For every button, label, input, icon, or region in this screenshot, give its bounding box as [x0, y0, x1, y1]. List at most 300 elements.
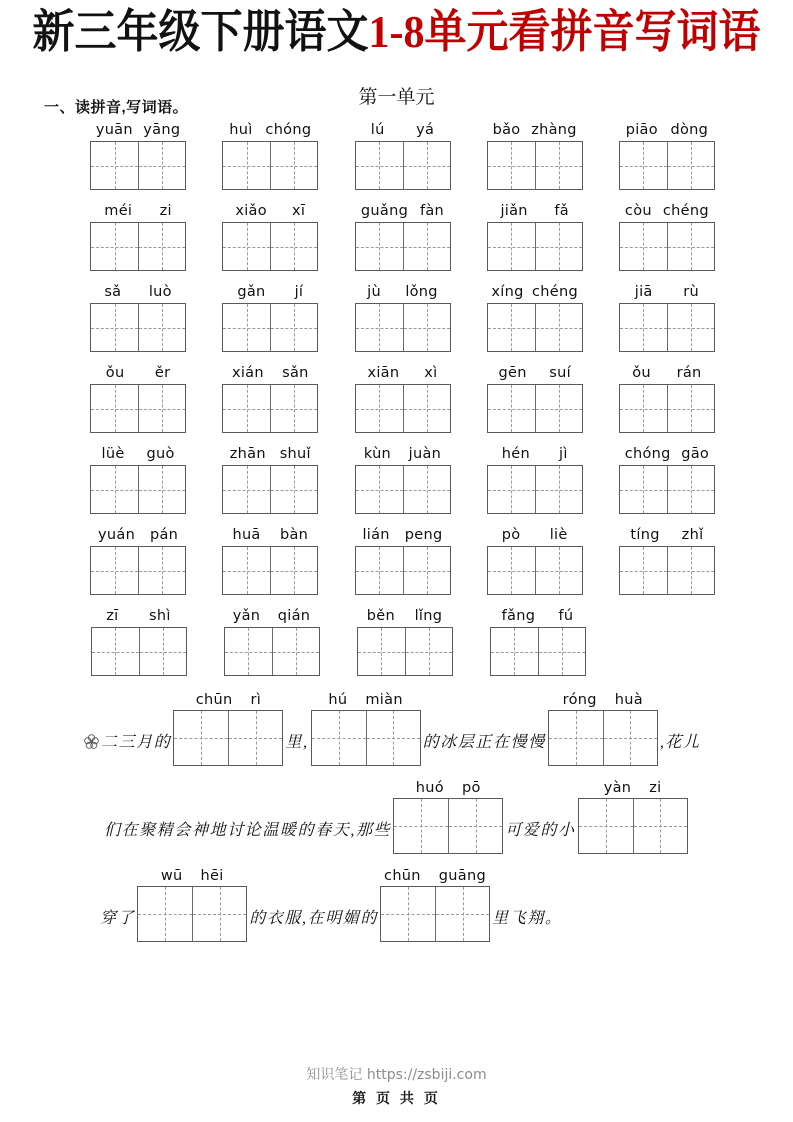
tianzige-cell[interactable] — [667, 304, 714, 351]
pinyin-hint — [196, 692, 261, 708]
word-item — [336, 446, 468, 514]
pinyin-hint — [487, 203, 582, 219]
pinyin-hint — [416, 780, 481, 796]
word-row — [72, 203, 733, 271]
word-item — [204, 365, 336, 433]
pinyin-syllable-2: sǎn — [282, 365, 309, 382]
tianzige-cell[interactable] — [620, 466, 667, 513]
tianzige-cell[interactable] — [270, 466, 317, 513]
pinyin-syllable-2: zhàng — [531, 122, 577, 139]
pinyin-syllable-1: jù — [367, 284, 381, 301]
pinyin-hint — [223, 365, 318, 381]
tianzige-cell[interactable] — [223, 223, 270, 270]
tianzige-cell[interactable] — [138, 887, 192, 941]
pinyin-hint — [355, 284, 450, 300]
tianzige-cell[interactable] — [312, 711, 366, 765]
word-row — [72, 608, 733, 676]
tianzige-cell[interactable] — [403, 304, 450, 351]
answer-blank[interactable] — [311, 692, 421, 766]
tianzige-box[interactable] — [487, 465, 583, 514]
pinyin-hint — [91, 122, 186, 138]
tianzige-cell[interactable] — [356, 304, 403, 351]
pinyin-syllable-1: méi — [104, 203, 133, 220]
tianzige-box[interactable] — [578, 798, 688, 854]
tianzige-cell[interactable] — [138, 223, 185, 270]
pinyin-syllable-1: róng — [562, 692, 597, 709]
tianzige-box[interactable] — [90, 303, 186, 352]
word-item — [336, 284, 468, 352]
tianzige-cell[interactable] — [620, 547, 667, 594]
pinyin-syllable-1: gǎn — [237, 284, 266, 301]
pinyin-syllable-1: hú — [328, 692, 348, 709]
tianzige-box[interactable] — [355, 303, 451, 352]
pinyin-syllable-1: xián — [231, 365, 264, 382]
tianzige-cell[interactable] — [667, 466, 714, 513]
word-item — [72, 365, 204, 433]
tianzige-cell[interactable] — [138, 304, 185, 351]
word-item — [338, 608, 471, 676]
tianzige-box[interactable] — [619, 222, 715, 271]
pinyin-syllable-2: pō — [461, 780, 481, 797]
pinyin-hint — [487, 446, 582, 462]
pinyin-hint — [619, 284, 714, 300]
pinyin-hint — [619, 203, 714, 219]
site-watermark: 知识笔记 https://zsbiji.com — [306, 1067, 487, 1083]
pinyin-syllable-1: fǎng — [501, 608, 536, 625]
tianzige-cell[interactable] — [358, 628, 405, 675]
pinyin-syllable-1: huā — [232, 527, 261, 544]
pinyin-syllable-2: jì — [559, 446, 568, 463]
pinyin-syllable-1: yuán — [98, 527, 136, 544]
tianzige-cell[interactable] — [91, 466, 138, 513]
pinyin-hint — [355, 365, 450, 381]
pinyin-hint — [604, 780, 662, 796]
section-head — [0, 82, 793, 116]
tianzige-cell[interactable] — [579, 799, 633, 853]
tianzige-box[interactable] — [355, 384, 451, 433]
tianzige-cell[interactable] — [535, 385, 582, 432]
pinyin-syllable-2: lǐng — [414, 608, 443, 625]
tianzige-cell[interactable] — [488, 466, 535, 513]
tianzige-box[interactable] — [222, 384, 318, 433]
pinyin-syllable-2: luò — [148, 284, 172, 301]
tianzige-cell[interactable] — [403, 547, 450, 594]
pinyin-hint — [355, 446, 450, 462]
pinyin-syllable-1: lián — [362, 527, 390, 544]
pinyin-syllable-1: lú — [370, 122, 385, 139]
sentence-text-a: 穿了 — [100, 910, 136, 928]
tianzige-cell[interactable] — [488, 223, 535, 270]
tianzige-cell[interactable] — [139, 628, 186, 675]
tianzige-cell[interactable] — [138, 385, 185, 432]
tianzige-cell[interactable] — [620, 142, 667, 189]
pinyin-syllable-2: fàn — [419, 203, 445, 220]
pinyin-syllable-2: rì — [250, 692, 262, 709]
tianzige-box[interactable] — [619, 303, 715, 352]
pinyin-syllable-2: peng — [404, 527, 443, 544]
tianzige-cell[interactable] — [435, 887, 489, 941]
word-item — [72, 203, 204, 271]
tianzige-cell[interactable] — [667, 385, 714, 432]
word-item — [601, 284, 733, 352]
pinyin-hint — [328, 692, 402, 708]
tianzige-cell[interactable] — [270, 304, 317, 351]
tianzige-box[interactable] — [90, 384, 186, 433]
sentence-text-a: 二三月的 — [101, 734, 172, 752]
pinyin-hint — [223, 527, 318, 543]
pinyin-hint — [355, 122, 450, 138]
tianzige-box[interactable] — [487, 222, 583, 271]
pinyin-syllable-1: běn — [366, 608, 395, 625]
sentence-text-c: 的冰层正在慢慢 — [422, 734, 546, 752]
sentence-line-3 — [40, 868, 753, 942]
word-item — [204, 527, 336, 595]
pinyin-syllable-1: sǎ — [104, 284, 122, 301]
word-row — [72, 284, 733, 352]
tianzige-cell[interactable] — [620, 385, 667, 432]
tianzige-cell[interactable] — [223, 547, 270, 594]
tianzige-box[interactable] — [355, 465, 451, 514]
tianzige-cell[interactable] — [356, 142, 403, 189]
tianzige-cell[interactable] — [270, 223, 317, 270]
word-item — [204, 284, 336, 352]
word-item — [204, 203, 336, 271]
pinyin-syllable-2: zhǐ — [681, 527, 704, 544]
pinyin-syllable-2: zi — [649, 780, 662, 797]
tianzige-box[interactable] — [357, 627, 453, 676]
tianzige-cell[interactable] — [272, 628, 319, 675]
pinyin-syllable-1: kùn — [363, 446, 392, 463]
tianzige-cell[interactable] — [488, 142, 535, 189]
pinyin-syllable-2: huà — [614, 692, 643, 709]
pinyin-hint — [91, 203, 186, 219]
tianzige-cell[interactable] — [535, 142, 582, 189]
pinyin-syllable-2: yāng — [143, 122, 181, 139]
pinyin-syllable-1: bǎo — [492, 122, 521, 139]
tianzige-cell[interactable] — [138, 142, 185, 189]
pinyin-syllable-2: qián — [277, 608, 311, 625]
page-title-black-part: 新三年级下册语文 — [32, 8, 369, 58]
tianzige-cell[interactable] — [535, 547, 582, 594]
pinyin-hint — [619, 527, 714, 543]
tianzige-cell[interactable] — [403, 466, 450, 513]
word-item — [601, 527, 733, 595]
pinyin-syllable-2: yá — [416, 122, 435, 139]
pinyin-syllable-2: suí — [549, 365, 571, 382]
pinyin-syllable-1: chūn — [384, 868, 421, 885]
pinyin-syllable-1: yuān — [95, 122, 133, 139]
word-item — [601, 203, 733, 271]
tianzige-cell[interactable] — [403, 385, 450, 432]
word-item — [72, 122, 204, 190]
pinyin-hint — [91, 446, 186, 462]
tianzige-box[interactable] — [355, 546, 451, 595]
tianzige-box[interactable] — [91, 627, 187, 676]
tianzige-cell[interactable] — [667, 142, 714, 189]
tianzige-box[interactable] — [487, 141, 583, 190]
word-item — [205, 608, 338, 676]
tianzige-cell[interactable] — [535, 304, 582, 351]
word-item — [336, 365, 468, 433]
word-item — [469, 122, 601, 190]
sentence-text — [84, 729, 171, 766]
tianzige-cell[interactable] — [223, 304, 270, 351]
pinyin-syllable-2: xī — [292, 203, 306, 220]
tianzige-cell[interactable] — [228, 711, 282, 765]
word-item — [469, 527, 601, 595]
tianzige-cell[interactable] — [225, 628, 272, 675]
tianzige-cell[interactable] — [91, 142, 138, 189]
tianzige-cell[interactable] — [270, 547, 317, 594]
pinyin-syllable-1: chóng — [624, 446, 671, 463]
word-item — [469, 446, 601, 514]
tianzige-cell[interactable] — [91, 385, 138, 432]
pinyin-syllable-1: jiā — [634, 284, 653, 301]
pinyin-syllable-2: bàn — [279, 527, 309, 544]
answer-blank[interactable] — [137, 868, 247, 942]
page-indicator: 第 页 共 页 — [352, 1090, 441, 1106]
tianzige-box[interactable] — [487, 546, 583, 595]
tianzige-cell[interactable] — [223, 466, 270, 513]
tianzige-box[interactable] — [222, 141, 318, 190]
sentence-text-a: 们在聚精会神地讨论温暖的春天,那些 — [104, 822, 392, 840]
tianzige-cell[interactable] — [620, 223, 667, 270]
tianzige-box[interactable] — [224, 627, 320, 676]
pinyin-syllable-2: guāng — [438, 868, 486, 885]
tianzige-cell[interactable] — [535, 223, 582, 270]
tianzige-cell[interactable] — [603, 711, 657, 765]
pinyin-hint — [487, 527, 582, 543]
tianzige-box[interactable] — [137, 886, 247, 942]
tianzige-cell[interactable] — [488, 385, 535, 432]
tianzige-cell[interactable] — [192, 887, 246, 941]
tianzige-cell[interactable] — [394, 799, 448, 853]
tianzige-cell[interactable] — [270, 385, 317, 432]
tianzige-cell[interactable] — [633, 799, 687, 853]
answer-blank[interactable] — [548, 692, 658, 766]
pinyin-syllable-1: pò — [501, 527, 521, 544]
pinyin-syllable-2: chéng — [532, 284, 578, 301]
tianzige-cell[interactable] — [535, 466, 582, 513]
pinyin-syllable-1: xiān — [367, 365, 400, 382]
tianzige-box[interactable] — [173, 710, 283, 766]
tianzige-box[interactable] — [90, 222, 186, 271]
pinyin-syllable-2: lǒng — [405, 284, 438, 301]
pinyin-syllable-1: huó — [415, 780, 444, 797]
tianzige-cell[interactable] — [549, 711, 603, 765]
word-grid-area — [0, 122, 793, 676]
pinyin-syllable-2: zi — [159, 203, 172, 220]
tianzige-box[interactable] — [487, 384, 583, 433]
tianzige-box[interactable] — [222, 303, 318, 352]
answer-blank[interactable] — [173, 692, 283, 766]
pinyin-syllable-2: pán — [149, 527, 179, 544]
tianzige-cell[interactable] — [403, 142, 450, 189]
pinyin-syllable-2: gāo — [681, 446, 710, 463]
pinyin-syllable-2: miàn — [365, 692, 403, 709]
word-item — [336, 122, 468, 190]
pinyin-syllable-1: yǎn — [232, 608, 261, 625]
tianzige-box[interactable] — [90, 465, 186, 514]
pinyin-syllable-1: tíng — [630, 527, 660, 544]
word-row — [72, 122, 733, 190]
pinyin-syllable-2: fǎ — [554, 203, 569, 220]
tianzige-box[interactable] — [222, 546, 318, 595]
sentence-text-b: 里, — [285, 734, 309, 752]
tianzige-cell[interactable] — [92, 628, 139, 675]
tianzige-cell[interactable] — [138, 466, 185, 513]
unit-title: 第一单元 — [358, 87, 435, 109]
tianzige-cell[interactable] — [91, 547, 138, 594]
tianzige-cell[interactable] — [223, 385, 270, 432]
exercise-instruction: 一、读拼音,写词语。 — [44, 99, 189, 117]
pinyin-syllable-1: zī — [106, 608, 119, 625]
tianzige-box[interactable] — [393, 798, 503, 854]
pinyin-syllable-1: jiǎn — [500, 203, 528, 220]
pinyin-hint — [355, 203, 450, 219]
sentence-text-c: 里飞翔。 — [492, 910, 563, 928]
pinyin-syllable-2: fú — [558, 608, 574, 625]
sentence-line-1 — [40, 692, 753, 766]
word-item — [601, 446, 733, 514]
sentence-line-2 — [40, 780, 753, 854]
pinyin-syllable-1: ǒu — [632, 365, 651, 382]
sentence-fill-area — [0, 692, 793, 942]
tianzige-cell[interactable] — [381, 887, 435, 941]
tianzige-cell[interactable] — [405, 628, 452, 675]
word-row — [72, 446, 733, 514]
pinyin-hint — [91, 365, 186, 381]
pinyin-hint — [91, 284, 186, 300]
pinyin-syllable-1: còu — [624, 203, 652, 220]
tianzige-box[interactable] — [619, 465, 715, 514]
pinyin-syllable-2: juàn — [408, 446, 442, 463]
word-item — [204, 122, 336, 190]
pinyin-hint — [619, 365, 714, 381]
pinyin-syllable-2: dòng — [670, 122, 709, 139]
sentence-text-b: 的衣服,在明媚的 — [249, 910, 379, 928]
pinyin-hint — [223, 203, 318, 219]
sentence-text-d: ,花儿 — [659, 734, 701, 752]
tianzige-cell[interactable] — [403, 223, 450, 270]
tianzige-cell[interactable] — [138, 547, 185, 594]
pinyin-syllable-1: huì — [229, 122, 253, 139]
tianzige-cell[interactable] — [620, 304, 667, 351]
tianzige-cell[interactable] — [667, 547, 714, 594]
tianzige-cell[interactable] — [667, 223, 714, 270]
tianzige-cell[interactable] — [491, 628, 538, 675]
word-item — [601, 122, 733, 190]
tianzige-box[interactable] — [619, 546, 715, 595]
page-title — [0, 0, 793, 56]
pinyin-hint — [384, 868, 486, 884]
tianzige-cell[interactable] — [356, 223, 403, 270]
pinyin-syllable-2: xì — [424, 365, 438, 382]
tianzige-cell[interactable] — [488, 304, 535, 351]
word-item — [601, 365, 733, 433]
tianzige-cell[interactable] — [538, 628, 585, 675]
pinyin-syllable-2: rù — [683, 284, 700, 301]
tianzige-box[interactable] — [355, 141, 451, 190]
pinyin-syllable-2: chéng — [662, 203, 709, 220]
word-item — [469, 203, 601, 271]
pinyin-hint — [619, 446, 714, 462]
pinyin-syllable-2: liè — [549, 527, 568, 544]
pinyin-syllable-1: xiǎo — [235, 203, 267, 220]
tianzige-cell[interactable] — [91, 304, 138, 351]
tianzige-box[interactable] — [490, 627, 586, 676]
word-item — [469, 284, 601, 352]
pinyin-hint — [487, 122, 582, 138]
tianzige-cell[interactable] — [356, 385, 403, 432]
pinyin-syllable-1: ǒu — [105, 365, 125, 382]
tianzige-box[interactable] — [222, 222, 318, 271]
answer-blank[interactable] — [393, 780, 503, 854]
tianzige-box[interactable] — [355, 222, 451, 271]
tianzige-box[interactable] — [487, 303, 583, 352]
pinyin-syllable-1: wū — [160, 868, 183, 885]
tianzige-box[interactable] — [380, 886, 490, 942]
tianzige-box[interactable] — [311, 710, 421, 766]
pinyin-syllable-1: guǎng — [360, 203, 409, 220]
pinyin-hint — [161, 868, 224, 884]
page-title-red-part: 1-8单元看拼音写词语 — [368, 8, 761, 58]
tianzige-cell[interactable] — [270, 142, 317, 189]
word-item — [72, 284, 204, 352]
tianzige-cell[interactable] — [356, 466, 403, 513]
answer-blank[interactable] — [578, 780, 688, 854]
word-item — [469, 365, 601, 433]
pinyin-syllable-2: jí — [294, 284, 304, 301]
tianzige-box[interactable] — [90, 141, 186, 190]
pinyin-syllable-1: piāo — [625, 122, 658, 139]
pinyin-hint — [487, 284, 582, 300]
pinyin-syllable-2: shì — [149, 608, 171, 625]
word-item — [471, 608, 604, 676]
word-row — [72, 527, 733, 595]
pinyin-hint — [357, 608, 452, 624]
pinyin-syllable-1: xíng — [491, 284, 524, 301]
pinyin-hint — [223, 284, 318, 300]
pinyin-hint — [223, 122, 318, 138]
word-item — [204, 446, 336, 514]
tianzige-cell[interactable] — [366, 711, 420, 765]
tianzige-box[interactable] — [548, 710, 658, 766]
answer-blank[interactable] — [380, 868, 490, 942]
pinyin-syllable-1: yàn — [603, 780, 632, 797]
tianzige-box[interactable] — [90, 546, 186, 595]
pinyin-syllable-1: gēn — [498, 365, 527, 382]
pinyin-syllable-2: rán — [676, 365, 702, 382]
tianzige-box[interactable] — [619, 141, 715, 190]
tianzige-box[interactable] — [222, 465, 318, 514]
tianzige-cell[interactable] — [488, 547, 535, 594]
tianzige-box[interactable] — [619, 384, 715, 433]
tianzige-cell[interactable] — [223, 142, 270, 189]
word-item — [72, 608, 205, 676]
word-item — [72, 446, 204, 514]
tianzige-cell[interactable] — [356, 547, 403, 594]
word-row — [72, 365, 733, 433]
pinyin-hint — [91, 608, 186, 624]
pinyin-hint — [563, 692, 643, 708]
tianzige-cell[interactable] — [91, 223, 138, 270]
pinyin-syllable-2: ěr — [154, 365, 171, 382]
pinyin-hint — [224, 608, 319, 624]
word-item — [336, 203, 468, 271]
tianzige-cell[interactable] — [448, 799, 502, 853]
tianzige-cell[interactable] — [174, 711, 228, 765]
